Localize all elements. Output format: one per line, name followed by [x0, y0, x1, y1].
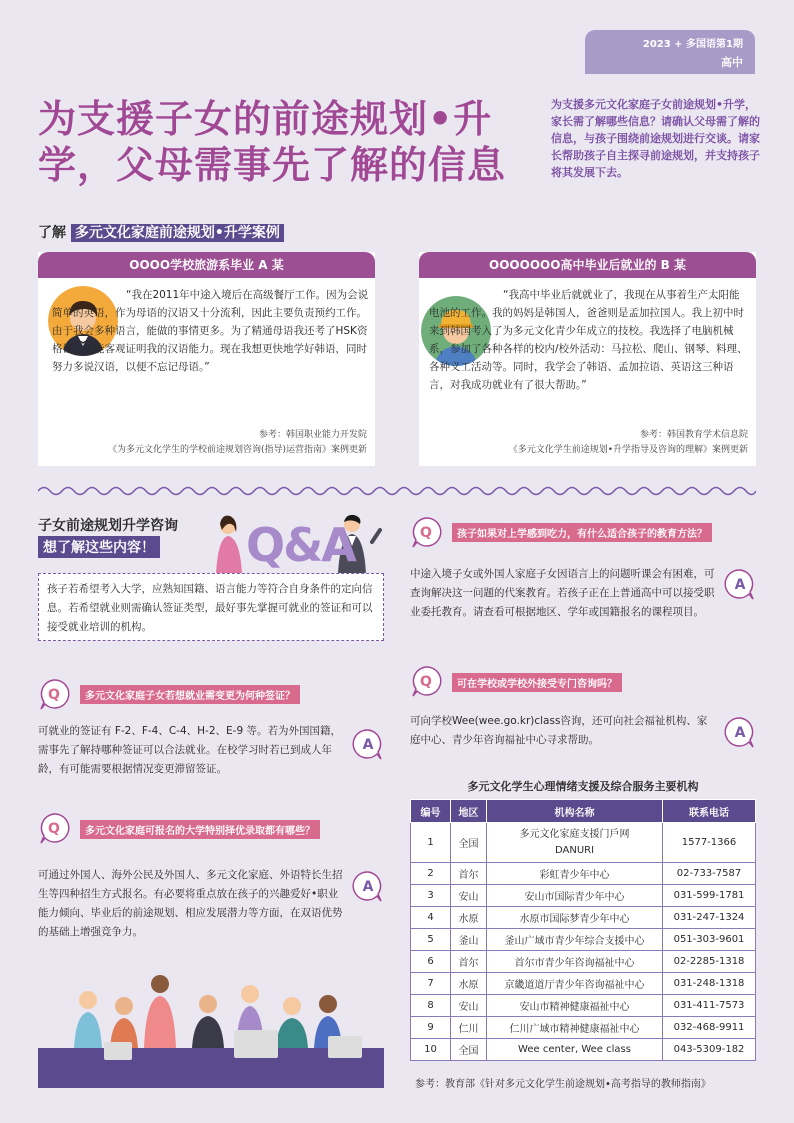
- cell-number: 9: [411, 1017, 451, 1039]
- case-card-b: [419, 252, 756, 466]
- question-label: 多元文化家庭可报名的大学特别择优录取都有哪些？: [80, 820, 320, 839]
- table-reference: 参考：教育部《针对多元文化学生前途规划•高考指导的教师指南》: [415, 1079, 711, 1090]
- cell-phone: 031-248-1318: [663, 973, 756, 995]
- case-quote: “我高中毕业后就就业了，我现在从事着生产太阳能电池的工作。我的妈妈是韩国人，爸爸则是孟加拉国人。我上初中时来到韩国考入了为多元文化青少年成立的技校。我选择了电脑机械系，参加了各种各样的校内/校外活动：马拉松、爬山、钢琴、料理、各种义工活动等。同时，我学会了韩语、孟加拉语、英语这三种语言，对我成功就业有了很大帮助。”: [429, 289, 748, 391]
- answer-letter: A: [734, 725, 746, 741]
- cell-name: 水原市国际梦青少年中心: [487, 907, 663, 929]
- cell-name: Wee center, Wee class: [487, 1039, 663, 1061]
- question-icon: [38, 678, 70, 710]
- cell-region: 安山: [451, 885, 487, 907]
- question-label: 孩子如果对上学感到吃力，有什么适合孩子的教育方法？: [452, 523, 712, 542]
- reference-doc: 《为多元文化学生的学校前途规划咨询(指导)运营指南》案例更新: [107, 445, 367, 455]
- issue-badge: [585, 30, 755, 74]
- answer-letter: A: [734, 577, 746, 593]
- cell-region: 全国: [451, 823, 487, 863]
- question-label: 可在学校或学校外接受专门咨询吗？: [452, 673, 622, 692]
- cell-region: 安山: [451, 995, 487, 1017]
- cell-region: 首尔: [451, 951, 487, 973]
- issue-line: 2023 + 多国语第1期: [642, 39, 743, 50]
- cell-phone: 043-5309-182: [663, 1039, 756, 1061]
- answer-text: 中途入境子女或外国人家庭子女因语言上的问题听课会有困难，可查询解决这一问题的代案教育。若孩子正在上普通高中可以接受职业委托教育。请查看可根据地区、学年或国籍报名的课程项目。: [410, 568, 715, 618]
- table-title: 多元文化学生心理情绪支援及综合服务主要机构: [467, 780, 699, 793]
- reference-doc: 《多元文化学生前途规划•升学指导及咨询的理解》案例更新: [508, 445, 748, 455]
- qa-illustration: [212, 512, 384, 574]
- case-reference: [509, 428, 748, 458]
- reference-source: 参考：韩国职业能力开发院: [258, 430, 367, 440]
- case-quote: “我在2011年中途入境后在高级餐厅工作。因为会说简单的英语，作为母语的汉语又十分流利，因此主要负责预约工作。由于我会多种语言，能做的事情更多。为了精通母语我还考了HSK资格证，更能客观证明我的汉语能力。现在我想更快地学好韩语，同时努力多说汉语，以便不忘记母语。”: [52, 289, 369, 373]
- cell-region: 仁川: [451, 1017, 487, 1039]
- cell-number: 3: [411, 885, 451, 907]
- cell-name: 京畿道道厅青少年咨询福祉中心: [487, 973, 663, 995]
- cell-number: 10: [411, 1039, 451, 1061]
- question-icon: [410, 516, 442, 548]
- table-header-row: [411, 800, 756, 823]
- cell-number: 8: [411, 995, 451, 1017]
- header-number: 编号: [411, 800, 451, 823]
- cases-heading-prefix: 了解: [38, 225, 66, 241]
- cell-name: 仁川广域市精神健康福祉中心: [487, 1017, 663, 1039]
- question-letter: Q: [48, 687, 60, 703]
- header-name: 机构名称: [487, 800, 663, 823]
- cell-region: 全国: [451, 1039, 487, 1061]
- reference-source: 参考：韩国教育学术信息院: [639, 430, 748, 440]
- cell-phone: 031-411-7573: [663, 995, 756, 1017]
- table-row: [411, 929, 756, 951]
- table-row: [411, 907, 756, 929]
- cases-heading-highlight: 多元文化家庭前途规划•升学案例: [71, 224, 284, 242]
- cell-region: 水原: [451, 973, 487, 995]
- table-row: [411, 885, 756, 907]
- cell-number: 6: [411, 951, 451, 973]
- cell-name: 彩虹青少年中心: [487, 863, 663, 885]
- organization-table: [410, 799, 756, 1061]
- answer-icon: [352, 728, 384, 760]
- table-row: [411, 995, 756, 1017]
- table-row: [411, 823, 756, 863]
- table-row: [411, 1017, 756, 1039]
- qa-heading: 子女前途规划升学咨询: [38, 518, 178, 534]
- qa-subheading: 想了解这些内容！: [38, 536, 160, 558]
- cell-phone: 051-303-9601: [663, 929, 756, 951]
- qa-intro-box: 孩子若希望考入大学，应熟知国籍、语言能力等符合自身条件的定向信息。若希望就业则需确认签证类型，最好事先掌握可就业的签证和可以接受就业培训的机构。: [38, 573, 384, 641]
- page-title: 为支援子女的前途规划•升学，父母需事先了解的信息: [38, 97, 507, 187]
- answer-icon: [724, 716, 756, 748]
- cell-number: 1: [411, 823, 451, 863]
- cell-name: 安山市国际青少年中心: [487, 885, 663, 907]
- question-icon: [410, 665, 442, 697]
- meeting-illustration: [38, 970, 384, 1088]
- header-region: 地区: [451, 800, 487, 823]
- table-row: [411, 973, 756, 995]
- case-caption: OOOO学校旅游系毕业 A 某: [38, 252, 375, 278]
- answer-icon: [724, 568, 756, 600]
- cell-region: 釜山: [451, 929, 487, 951]
- case-reference: [108, 428, 367, 458]
- wavy-divider: [38, 484, 756, 498]
- cell-number: 2: [411, 863, 451, 885]
- intro-text: 为支援多元文化家庭子女前途规划•升学，家长需了解哪些信息？请确认父母需了解的信息，与孩子围绕前途规划进行交谈。请家长帮助孩子自主探寻前途规划，并支持孩子将其发展下去。: [551, 98, 760, 179]
- cell-phone: 02-2285-1318: [663, 951, 756, 973]
- qa-art-text: Q&A: [246, 518, 355, 572]
- table-row: [411, 863, 756, 885]
- answer-letter: A: [362, 879, 374, 895]
- cell-name: 安山市精神健康福祉中心: [487, 995, 663, 1017]
- cell-region: 水原: [451, 907, 487, 929]
- answer-letter: A: [362, 737, 374, 753]
- cell-number: 7: [411, 973, 451, 995]
- cell-phone: 031-599-1781: [663, 885, 756, 907]
- question-letter: Q: [420, 525, 432, 541]
- answer-text: 可就业的签证有 F-2、F-4、C-4、H-2、E-9 等。若为外国国籍，需事先了解持哪种签证可以合法就业。在校学习时若已到成人年龄，有可能需要根据情况变更滞留签证。: [38, 725, 341, 775]
- cases-heading: [38, 222, 284, 242]
- header-phone: 联系电话: [663, 800, 756, 823]
- answer-text: 可通过外国人、海外公民及外国人、多元文化家庭、外语特长生招生等四种招生方式报名。有必要将重点放在孩子的兴趣爱好•职业能力倾向、毕业后的前途规划、相应发展潜力等方面，在双语优势的基础上增强竞争力。: [38, 869, 343, 938]
- level-line: 高中: [721, 56, 743, 69]
- cell-phone: 1577-1366: [663, 823, 756, 863]
- cell-phone: 02-733-7587: [663, 863, 756, 885]
- question-label: 多元文化家庭子女若想就业需变更为何种签证？: [80, 685, 300, 704]
- question-icon: [38, 812, 70, 844]
- table-row: [411, 1039, 756, 1061]
- cell-number: 4: [411, 907, 451, 929]
- question-letter: Q: [48, 821, 60, 837]
- table-row: [411, 951, 756, 973]
- question-letter: Q: [420, 674, 432, 690]
- cell-name: 首尔市青少年咨询福祉中心: [487, 951, 663, 973]
- cell-number: 5: [411, 929, 451, 951]
- answer-icon: [352, 870, 384, 902]
- answer-text: 可向学校Wee(wee.go.kr)class咨询，还可向社会福祉机构、家庭中心、青少年咨询福祉中心寻求帮助。: [410, 715, 708, 746]
- cell-region: 首尔: [451, 863, 487, 885]
- case-card-a: [38, 252, 375, 466]
- cell-name: 釜山广域市青少年综合支援中心: [487, 929, 663, 951]
- case-caption: OOOOOOO高中毕业后就业的 B 某: [419, 252, 756, 278]
- cell-phone: 031-247-1324: [663, 907, 756, 929]
- cell-name: 多元文化家庭支援门戶网 DANURI: [487, 823, 663, 863]
- cell-phone: 032-468-9911: [663, 1017, 756, 1039]
